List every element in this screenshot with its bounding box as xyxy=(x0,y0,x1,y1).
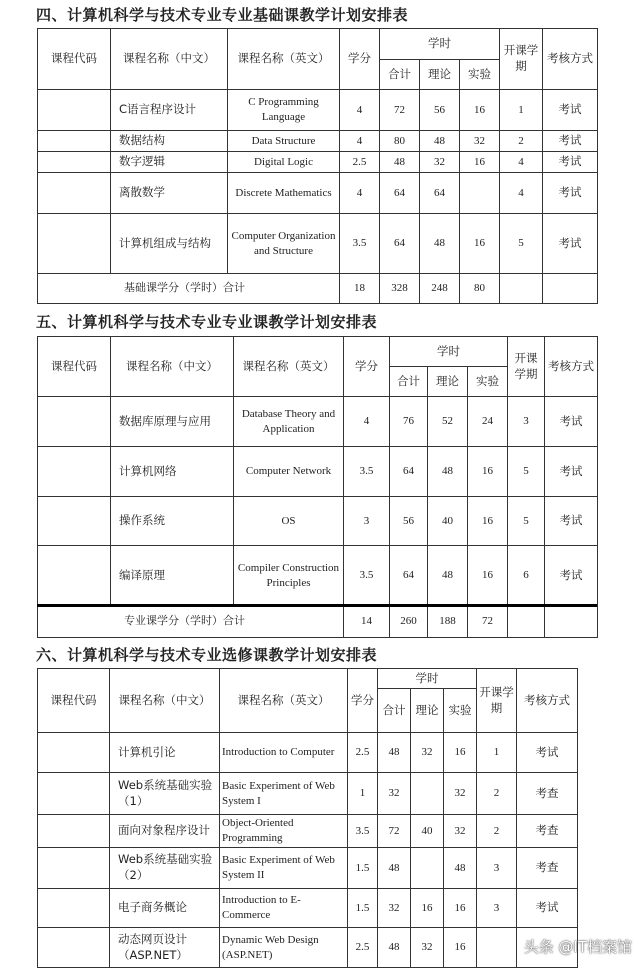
hours-total: 48 xyxy=(378,848,411,889)
hours-lab: 16 xyxy=(444,733,477,773)
hours-lab xyxy=(460,173,500,214)
course-en: Introduction to Computer xyxy=(220,733,348,773)
credit: 3 xyxy=(344,497,390,546)
table-row xyxy=(38,397,598,447)
hours-theory: 40 xyxy=(411,815,444,848)
term: 2 xyxy=(477,815,517,848)
course-en: Basic Experiment of Web System II xyxy=(220,848,348,889)
credit: 1.5 xyxy=(348,889,378,928)
credit: 4 xyxy=(340,90,380,131)
credit: 4 xyxy=(340,173,380,214)
hours-theory: 16 xyxy=(411,889,444,928)
summary-row xyxy=(38,274,598,304)
header-code: 课程代码 xyxy=(38,29,111,90)
exam-type: 考试 xyxy=(543,152,598,173)
header-term: 开课学期 xyxy=(508,337,545,397)
header-hours: 学时 xyxy=(390,337,508,367)
exam-type: 考试 xyxy=(543,90,598,131)
term: 2 xyxy=(477,773,517,815)
hours-theory: 48 xyxy=(420,214,460,274)
course-en: C Programming Language xyxy=(228,90,340,131)
course-cn: 计算机组成与结构 xyxy=(111,214,228,274)
table-row xyxy=(38,546,598,606)
hours-theory: 52 xyxy=(428,397,468,447)
term: 4 xyxy=(500,173,543,214)
summary-total: 260 xyxy=(390,606,428,638)
header-exam: 考核方式 xyxy=(545,337,598,397)
table-row xyxy=(38,152,598,173)
table-row xyxy=(38,773,578,815)
hours-total: 76 xyxy=(390,397,428,447)
summary-lab: 72 xyxy=(468,606,508,638)
summary-label: 基础课学分（学时）合计 xyxy=(38,274,340,304)
hours-total: 64 xyxy=(380,214,420,274)
credit: 4 xyxy=(344,397,390,447)
term: 6 xyxy=(508,546,545,606)
exam-type: 考试 xyxy=(517,733,578,773)
header-total: 合计 xyxy=(390,367,428,397)
header-code: 课程代码 xyxy=(38,337,111,397)
course-cn: 计算机引论 xyxy=(110,733,220,773)
section6-title: 六、计算机科学与技术专业选修课教学计划安排表 xyxy=(36,646,378,664)
section4-title: 四、计算机科学与技术专业专业基础课教学计划安排表 xyxy=(36,6,409,24)
summary-credit: 14 xyxy=(344,606,390,638)
exam-type: 考查 xyxy=(517,773,578,815)
header-exam: 考核方式 xyxy=(543,29,598,90)
exam-type: 考试 xyxy=(545,546,598,606)
summary-label: 专业课学分（学时）合计 xyxy=(38,606,344,638)
section6-table xyxy=(37,668,578,968)
course-cn: 离散数学 xyxy=(111,173,228,214)
course-en: OS xyxy=(234,497,344,546)
term: 2 xyxy=(500,131,543,152)
hours-total: 32 xyxy=(378,773,411,815)
section5-table xyxy=(37,336,598,638)
hours-total: 48 xyxy=(380,152,420,173)
course-en: Computer Organization and Structure xyxy=(228,214,340,274)
term: 5 xyxy=(508,447,545,497)
hours-lab: 32 xyxy=(460,131,500,152)
header-lab: 实验 xyxy=(444,689,477,733)
header-theory: 理论 xyxy=(428,367,468,397)
header-total: 合计 xyxy=(378,689,411,733)
credit: 4 xyxy=(340,131,380,152)
watermark: 头条 @IT档案馆 xyxy=(523,938,632,956)
credit: 2.5 xyxy=(340,152,380,173)
hours-lab: 16 xyxy=(468,447,508,497)
course-en: Database Theory and Application xyxy=(234,397,344,447)
course-cn: Web系统基础实验（1） xyxy=(110,773,220,815)
credit: 1.5 xyxy=(348,848,378,889)
hours-total: 56 xyxy=(390,497,428,546)
term xyxy=(477,928,517,968)
hours-lab: 24 xyxy=(468,397,508,447)
credit: 2.5 xyxy=(348,733,378,773)
hours-total: 72 xyxy=(378,815,411,848)
term: 4 xyxy=(500,152,543,173)
course-cn: 面向对象程序设计 xyxy=(110,815,220,848)
hours-theory: 48 xyxy=(420,131,460,152)
course-cn: 电子商务概论 xyxy=(110,889,220,928)
course-en: Digital Logic xyxy=(228,152,340,173)
header-cn-name: 课程名称（中文） xyxy=(111,337,234,397)
course-en: Dynamic Web Design (ASP.NET) xyxy=(220,928,348,968)
table-row xyxy=(38,815,578,848)
table-row xyxy=(38,848,578,889)
exam-type: 考试 xyxy=(545,397,598,447)
header-term: 开课学期 xyxy=(477,669,517,733)
hours-theory: 40 xyxy=(428,497,468,546)
table-row xyxy=(38,733,578,773)
credit: 1 xyxy=(348,773,378,815)
exam-type: 考试 xyxy=(545,447,598,497)
hours-theory: 32 xyxy=(411,733,444,773)
course-cn: 数字逻辑 xyxy=(111,152,228,173)
header-lab: 实验 xyxy=(468,367,508,397)
table-row xyxy=(38,497,598,546)
hours-total: 48 xyxy=(378,928,411,968)
course-en: Computer Network xyxy=(234,447,344,497)
term: 3 xyxy=(477,889,517,928)
exam-type: 考试 xyxy=(543,173,598,214)
hours-total: 64 xyxy=(380,173,420,214)
course-cn: 操作系统 xyxy=(111,497,234,546)
exam-type: 考试 xyxy=(545,497,598,546)
table-row xyxy=(38,447,598,497)
term: 5 xyxy=(500,214,543,274)
hours-lab: 32 xyxy=(444,773,477,815)
credit: 3.5 xyxy=(340,214,380,274)
exam-type: 考试 xyxy=(543,214,598,274)
hours-theory xyxy=(411,848,444,889)
term: 1 xyxy=(500,90,543,131)
course-en: Compiler Construction Principles xyxy=(234,546,344,606)
summary-theory: 248 xyxy=(420,274,460,304)
course-en: Object-Oriented Programming xyxy=(220,815,348,848)
course-cn: C语言程序设计 xyxy=(111,90,228,131)
course-cn: 动态网页设计（ASP.NET） xyxy=(110,928,220,968)
header-term: 开课学期 xyxy=(500,29,543,90)
exam-type: 考试 xyxy=(517,889,578,928)
course-en: Introduction to E-Commerce xyxy=(220,889,348,928)
hours-total: 80 xyxy=(380,131,420,152)
summary-credit: 18 xyxy=(340,274,380,304)
hours-total: 32 xyxy=(378,889,411,928)
section4-table xyxy=(37,28,598,304)
summary-total: 328 xyxy=(380,274,420,304)
hours-theory: 32 xyxy=(411,928,444,968)
exam-type: 考试 xyxy=(543,131,598,152)
hours-lab: 16 xyxy=(468,546,508,606)
header-theory: 理论 xyxy=(420,60,460,90)
hours-theory: 56 xyxy=(420,90,460,131)
term: 3 xyxy=(508,397,545,447)
header-lab: 实验 xyxy=(460,60,500,90)
term: 5 xyxy=(508,497,545,546)
table-row xyxy=(38,90,598,131)
hours-total: 64 xyxy=(390,546,428,606)
hours-lab: 48 xyxy=(444,848,477,889)
header-total: 合计 xyxy=(380,60,420,90)
course-en: Discrete Mathematics xyxy=(228,173,340,214)
header-cn-name: 课程名称（中文） xyxy=(110,669,220,733)
hours-lab: 16 xyxy=(460,90,500,131)
header-credit: 学分 xyxy=(340,29,380,90)
header-credit: 学分 xyxy=(348,669,378,733)
header-hours: 学时 xyxy=(378,669,477,689)
hours-lab: 16 xyxy=(444,928,477,968)
credit: 2.5 xyxy=(348,928,378,968)
summary-row xyxy=(38,606,598,638)
course-en: Basic Experiment of Web System I xyxy=(220,773,348,815)
section5-title: 五、计算机科学与技术专业专业课教学计划安排表 xyxy=(36,313,378,331)
header-code: 课程代码 xyxy=(38,669,110,733)
hours-lab: 16 xyxy=(444,889,477,928)
hours-lab: 16 xyxy=(460,214,500,274)
credit: 3.5 xyxy=(344,447,390,497)
header-en-name: 课程名称（英文） xyxy=(228,29,340,90)
term: 3 xyxy=(477,848,517,889)
hours-theory xyxy=(411,773,444,815)
header-exam: 考核方式 xyxy=(517,669,578,733)
hours-theory: 32 xyxy=(420,152,460,173)
summary-lab: 80 xyxy=(460,274,500,304)
header-en-name: 课程名称（英文） xyxy=(220,669,348,733)
hours-lab: 16 xyxy=(468,497,508,546)
course-cn: Web系统基础实验（2） xyxy=(110,848,220,889)
table-row xyxy=(38,214,598,274)
header-theory: 理论 xyxy=(411,689,444,733)
hours-total: 64 xyxy=(390,447,428,497)
hours-lab: 32 xyxy=(444,815,477,848)
hours-theory: 48 xyxy=(428,447,468,497)
hours-lab: 16 xyxy=(460,152,500,173)
course-cn: 计算机网络 xyxy=(111,447,234,497)
table-row xyxy=(38,928,578,968)
exam-type: 考查 xyxy=(517,815,578,848)
term: 1 xyxy=(477,733,517,773)
course-cn: 编译原理 xyxy=(111,546,234,606)
summary-theory: 188 xyxy=(428,606,468,638)
credit: 3.5 xyxy=(344,546,390,606)
exam-type: 考查 xyxy=(517,848,578,889)
table-row xyxy=(38,889,578,928)
hours-theory: 64 xyxy=(420,173,460,214)
header-en-name: 课程名称（英文） xyxy=(234,337,344,397)
course-cn: 数据库原理与应用 xyxy=(111,397,234,447)
header-cn-name: 课程名称（中文） xyxy=(111,29,228,90)
header-credit: 学分 xyxy=(344,337,390,397)
credit: 3.5 xyxy=(348,815,378,848)
hours-theory: 48 xyxy=(428,546,468,606)
table-row xyxy=(38,173,598,214)
hours-total: 72 xyxy=(380,90,420,131)
table-divider-line xyxy=(37,604,597,607)
hours-total: 48 xyxy=(378,733,411,773)
course-en: Data Structure xyxy=(228,131,340,152)
header-hours: 学时 xyxy=(380,29,500,60)
table-row xyxy=(38,131,598,152)
course-cn: 数据结构 xyxy=(111,131,228,152)
